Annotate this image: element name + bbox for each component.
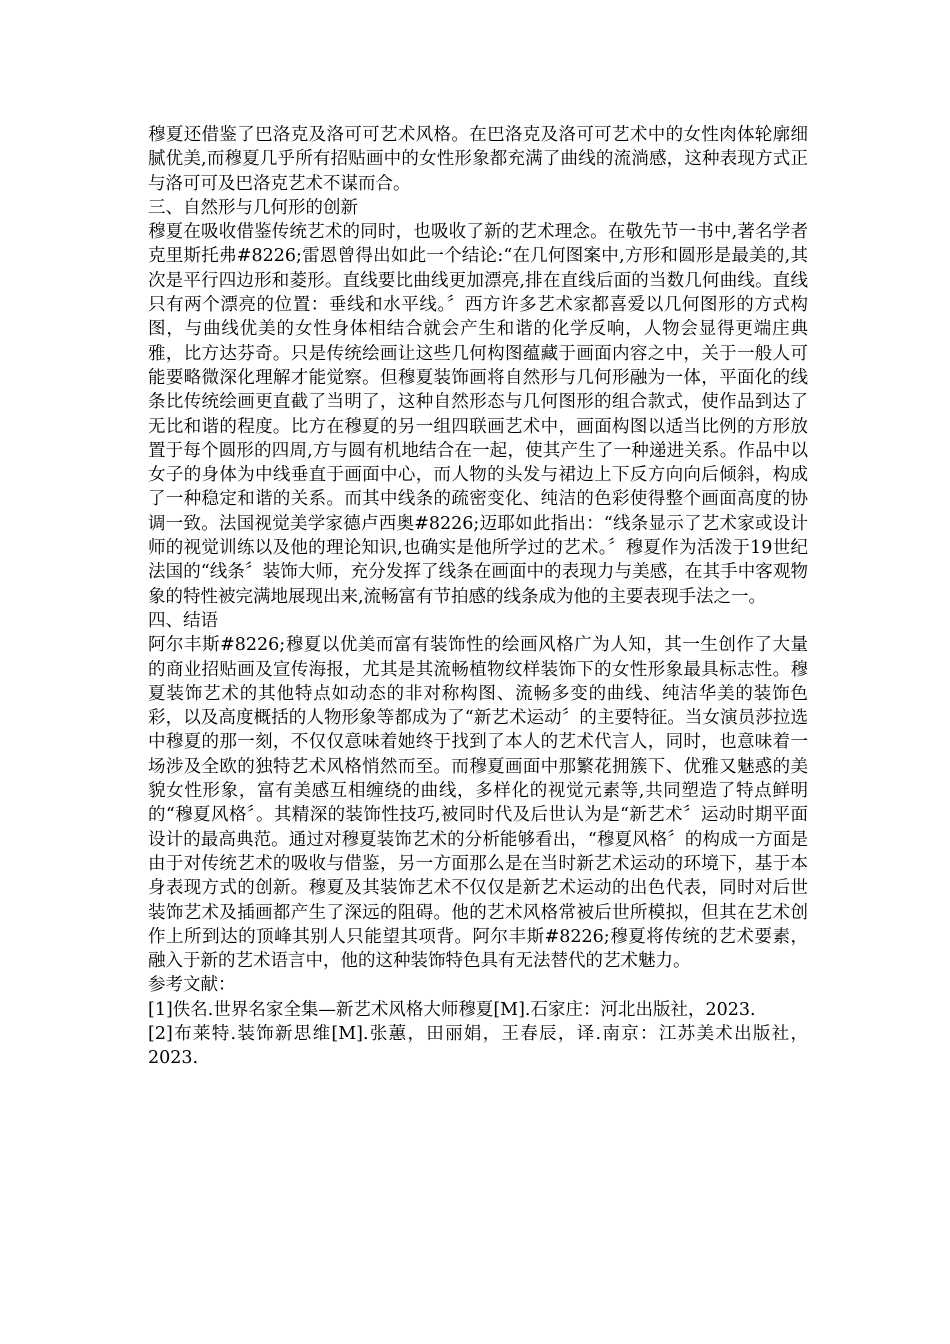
document-page [148, 123, 808, 1071]
paragraph-conclusion: 阿尔丰斯#8226;穆夏以优美而富有装饰性的绘画风格广为人知，其一生创作了大量的商业招贴画及宣传海报，尤其是其流畅植物纹样装饰下的女性形象最具标志性。穆夏装饰艺术的其他特点如动态的非对称构图、流畅多变的曲线、纯洁华美的装饰色彩，以及高度概括的人物形象等都成为了“新艺术运动〞的主要特征。当女演员莎拉选中穆夏的那一刻，不仅仅意味着她终于找到了本人的艺术代言人，同时，也意味着一场涉及全欧的独特艺术风格悄然而至。而穆夏画面中那繁花拥簇下、优雅又魅惑的美貌女性形象，富有美感互相缠绕的曲线，多样化的视觉元素等,共同塑造了特点鲜明的“穆夏风格〞。其精深的装饰性技巧,被同时代及后世认为是“新艺术〞运动时期平面设计的最高典范。通过对穆夏装饰艺术的分析能够看出，“穆夏风格〞的构成一方面是由于对传统艺术的吸收与借鉴，另一方面那么是在当时新艺术运动的环境下，基于本身表现方式的创新。穆夏及其装饰艺术不仅仅是新艺术运动的出色代表，同时对后世装饰艺术及插画都产生了深远的阻碍。他的艺术风格常被后世所模拟，但其在艺术创作上所到达的顶峰其别人只能望其项背。阿尔丰斯#8226;穆夏将传统的艺术要素，融入于新的艺术语言中，他的这种装饰特色具有无法替代的艺术魅力。 [148, 635, 808, 972]
reference-item-2: [2]布莱特.装饰新思维[M].张蕙，田丽娟，王春辰，译.南京：江苏美术出版社，2023. [148, 1023, 808, 1069]
references-title: 参考文献： [148, 975, 236, 996]
reference-item-1: [1]佚名.世界名家全集—新艺术风格大师穆夏[M].石家庄：河北出版社，2023. [148, 999, 756, 1020]
paragraph-baroque-rococo: 穆夏还借鉴了巴洛克及洛可可艺术风格。在巴洛克及洛可可艺术中的女性肉体轮廓细腻优美,而穆夏几乎所有招贴画中的女性形象都充满了曲线的流淌感，这种表现方式正与洛可可及巴洛克艺术不谋而合。 [148, 125, 808, 194]
section-heading-4: 四、结语 [148, 610, 218, 631]
section-heading-3: 三、自然形与几何形的创新 [148, 197, 358, 218]
paragraph-natural-geometric: 穆夏在吸收借鉴传统艺术的同时，也吸收了新的艺术理念。在敬先节一书中,著名学者克里斯托弗#8226;雷恩曾得出如此一个结论:“在几何图案中,方形和圆形是最美的,其次是平行四边形和菱形。直线要比曲线更加漂亮,排在直线后面的当数几何曲线。直线只有两个漂亮的位置：垂线和水平线。〞西方许多艺术家都喜爱以几何图形的方式构图，与曲线优美的女性身体相结合就会产生和谐的化学反响，人物会显得更端庄典雅，比方达芬奇。只是传统绘画让这些几何构图蕴藏于画面内容之中，关于一般人可能要略微深化理解才能觉察。但穆夏装饰画将自然形与几何形融为一体，平面化的线条比传统绘画更直截了当明了，这种自然形态与几何图形的组合款式，使作品到达了无比和谐的程度。比方在穆夏的另一组四联画艺术中，画面构图以适当比例的方形放置于每个圆形的四周,方与圆有机地结合在一起，使其产生了一种递进关系。作品中以女子的身体为中线垂直于画面中心，而人物的头发与裙边上下反方向向后倾斜，构成了一种稳定和谐的关系。而其中线条的疏密变化、纯洁的色彩使得整个画面高度的协调一致。法国视觉美学家德卢西奥#8226;迈耶如此指出：“线条显示了艺术家或设计师的视觉训练以及他的理论知识,也确实是他所学过的艺术。〞穆夏作为活泼于19世纪法国的“线条〞装饰大师，充分发挥了线条在画面中的表现力与美感，在其手中客观物象的特性被完满地展现出来,流畅富有节拍感的线条成为他的主要表现手法之一。 [148, 222, 808, 607]
